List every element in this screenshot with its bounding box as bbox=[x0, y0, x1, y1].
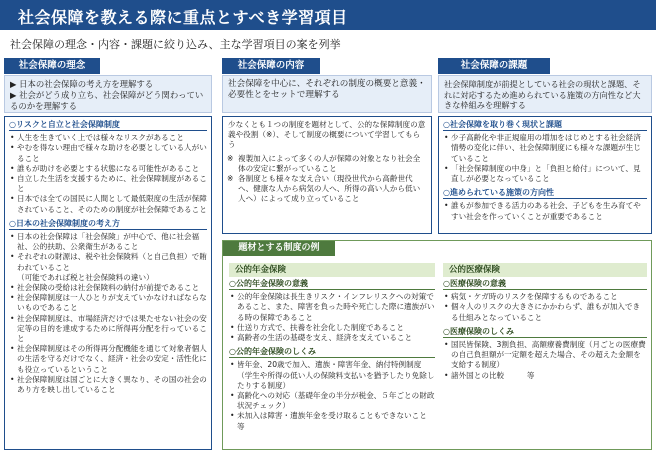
list-item: • 誰もが助けを必要とする状態になる可能性があること bbox=[9, 164, 207, 174]
pension-sec1-list bbox=[229, 292, 435, 343]
medical-sec2-title: ○医療保険のしくみ bbox=[443, 327, 647, 338]
list-item: • 社会保険の受給は社会保険料の納付が前提であること bbox=[9, 283, 207, 293]
list-item: • 少子高齢化や非正規雇用の増加をはじめとする社会経済情勢の変化に伴い、社会保障制度にも様々な課題が生じていること bbox=[443, 133, 647, 164]
list-item: • 人生を生きていく上では様々なリスクがあること bbox=[9, 133, 207, 143]
list-item: • それぞれの財源は、税や社会保険料（と自己負担）で賄われていること bbox=[9, 252, 207, 272]
middle-intro: 社会保障を中心に、それぞれの制度の概要と意義・必要性とをセットで理解する bbox=[222, 75, 432, 113]
left-sec1-list bbox=[9, 133, 207, 215]
left-intro bbox=[4, 75, 212, 113]
examples-panel bbox=[222, 240, 652, 450]
pension-body bbox=[229, 279, 443, 432]
list-item: • 日本では全ての国民に人間として最低限度の生活が保障されていること、そのための制度が社会保障であること bbox=[9, 194, 207, 214]
middle-notes bbox=[228, 154, 426, 205]
list-item: • 公的年金保険は長生きリスク・インフレリスクへの対策であること、また、障害を負った時や死亡した際に遺族がいる時の保障であること bbox=[229, 292, 435, 323]
list-item: • 日本の社会保障は「社会保険」が中心で、他に社会福祉、公的扶助、公衆衛生があること bbox=[9, 232, 207, 252]
list-item: • 皆年金、20歳で加入、遺族・障害年金、納付特例制度（学生や所得の低い人の保険料支払いを猶予したり免除したりする制度） bbox=[229, 360, 435, 391]
list-item: • 社会保障制度は国ごとに大きく異なり、その国の社会のあり方を映し出していること bbox=[9, 375, 207, 395]
middle-header: 社会保障の内容 bbox=[222, 58, 320, 74]
right-sec1-title: ○社会保障を取り巻く現状と課題 bbox=[443, 120, 647, 131]
right-panel bbox=[438, 116, 652, 234]
medical-sec1-list bbox=[443, 292, 647, 323]
right-sec2-title: ○進められている施策の方向性 bbox=[443, 188, 647, 199]
pension-sec1-title: ○公的年金保険の意義 bbox=[229, 279, 435, 290]
title-bar bbox=[0, 0, 656, 30]
medical-body bbox=[443, 279, 647, 381]
pension-sec2-list bbox=[229, 360, 443, 431]
list-item: • 「社会保障制度の中身」と「負担と給付」について、見直しが必要となっていること bbox=[443, 164, 647, 184]
list-item: • 社会保障制度は、市場経済だけでは果たせない社会の安定等の目的を達成するために所得再分配を行っていること bbox=[9, 314, 207, 345]
list-item: • 社会保障制度は一人ひとりが支えていかなければならないものであること bbox=[9, 293, 207, 313]
list-item: • 諸外国との比較 等 bbox=[443, 371, 647, 381]
left-panel bbox=[4, 116, 212, 450]
list-item: • 病気・ケガ時のリスクを保障するものであること bbox=[443, 292, 647, 302]
left-sec1-title: ○リスクと自立と社会保障制度 bbox=[9, 120, 207, 131]
list-item: • 個々人のリスクの大きさにかかわらず、誰もが加入できる仕組みとなっていること bbox=[443, 302, 647, 322]
page-subtitle: 社会保障の理念・内容・課題に絞り込み、主な学習項目の案を列挙 bbox=[10, 38, 341, 51]
right-intro: 社会保障制度が前提としている社会の現状と課題、それに対応するため進められている施策の方向性など大きな枠組みを理解する bbox=[438, 75, 652, 113]
left-sec2-title: ○日本の社会保障制度の考え方 bbox=[9, 219, 207, 230]
left-intro-2: ▶ 社会がどう成り立ち、社会保障がどう関わっているのかを理解する bbox=[10, 90, 204, 111]
list-item: • 高齢化への対応（基礎年金の半分が税金、５年ごとの財政状況チェック） bbox=[229, 391, 435, 411]
medical-sec2-list bbox=[443, 340, 647, 381]
right-sec2-list bbox=[443, 201, 647, 221]
list-item: ※ 複製加入によって多くの人が保障の対象となり社会全体の安定に繋がっていること bbox=[228, 154, 426, 174]
page-title: 社会保障を教える際に重点とすべき学習項目 bbox=[18, 8, 348, 27]
right-sec1-list bbox=[443, 133, 647, 184]
medical-sec1-title: ○医療保険の意義 bbox=[443, 279, 647, 290]
pension-sec2-title: ○公的年金保険のしくみ bbox=[229, 347, 435, 358]
list-item: • 高齢者の生活の基礎を支え、経済を支えていること bbox=[229, 333, 435, 343]
list-item: • 仕送り方式で、扶養を社会化した制度であること bbox=[229, 323, 435, 333]
middle-panel bbox=[222, 116, 432, 234]
examples-header: 題材とする制度の例 bbox=[223, 241, 335, 256]
list-item: • 自立した生活を支援するために、社会保障制度があること bbox=[9, 174, 207, 194]
pension-title: 公的年金保険 bbox=[229, 263, 435, 277]
list-item: • やむを得ない理由で様々な助けを必要としている人がいること bbox=[9, 143, 207, 163]
list-item: • 誰もが参加できる活力のある社会、子どもを生み育てやすい社会を作っていくことが重要であること bbox=[443, 201, 647, 221]
right-header: 社会保障の課題 bbox=[438, 58, 550, 74]
list-item: （可能であれば税と社会保険料の違い） bbox=[17, 272, 154, 282]
left-intro-1: ▶ 日本の社会保障の考え方を理解する bbox=[10, 79, 154, 89]
list-item: • 社会保障制度はその所得再分配機能を通じて対象者個人の生活を守るだけでなく、経済・社会の安定・活性化にも役立っているということ bbox=[9, 344, 207, 375]
list-item: • 国民皆保険、3割負担、高額療養費制度（月ごとの医療費の自己負担額が一定額を超えた場合、その超えた金額を支給する制度） bbox=[443, 340, 647, 371]
middle-lead: 少なくとも１つの制度を題材として、公的な保障制度の意義や役割（※）、そして制度の概要について学習してもらう bbox=[228, 120, 426, 150]
left-header: 社会保障の理念 bbox=[4, 58, 100, 74]
list-item: ※ 各制度とも様々な支え合い（現役世代から高齢世代へ、健康な人から病気の人へ、所得の高い人から低い人へ）によって成り立っていること bbox=[228, 174, 426, 205]
list-item: • 未加入は障害・遺族年金を受け取ることもできないこと 等 bbox=[229, 411, 435, 431]
left-sec2-list bbox=[9, 232, 207, 395]
medical-title: 公的医療保険 bbox=[443, 263, 647, 277]
